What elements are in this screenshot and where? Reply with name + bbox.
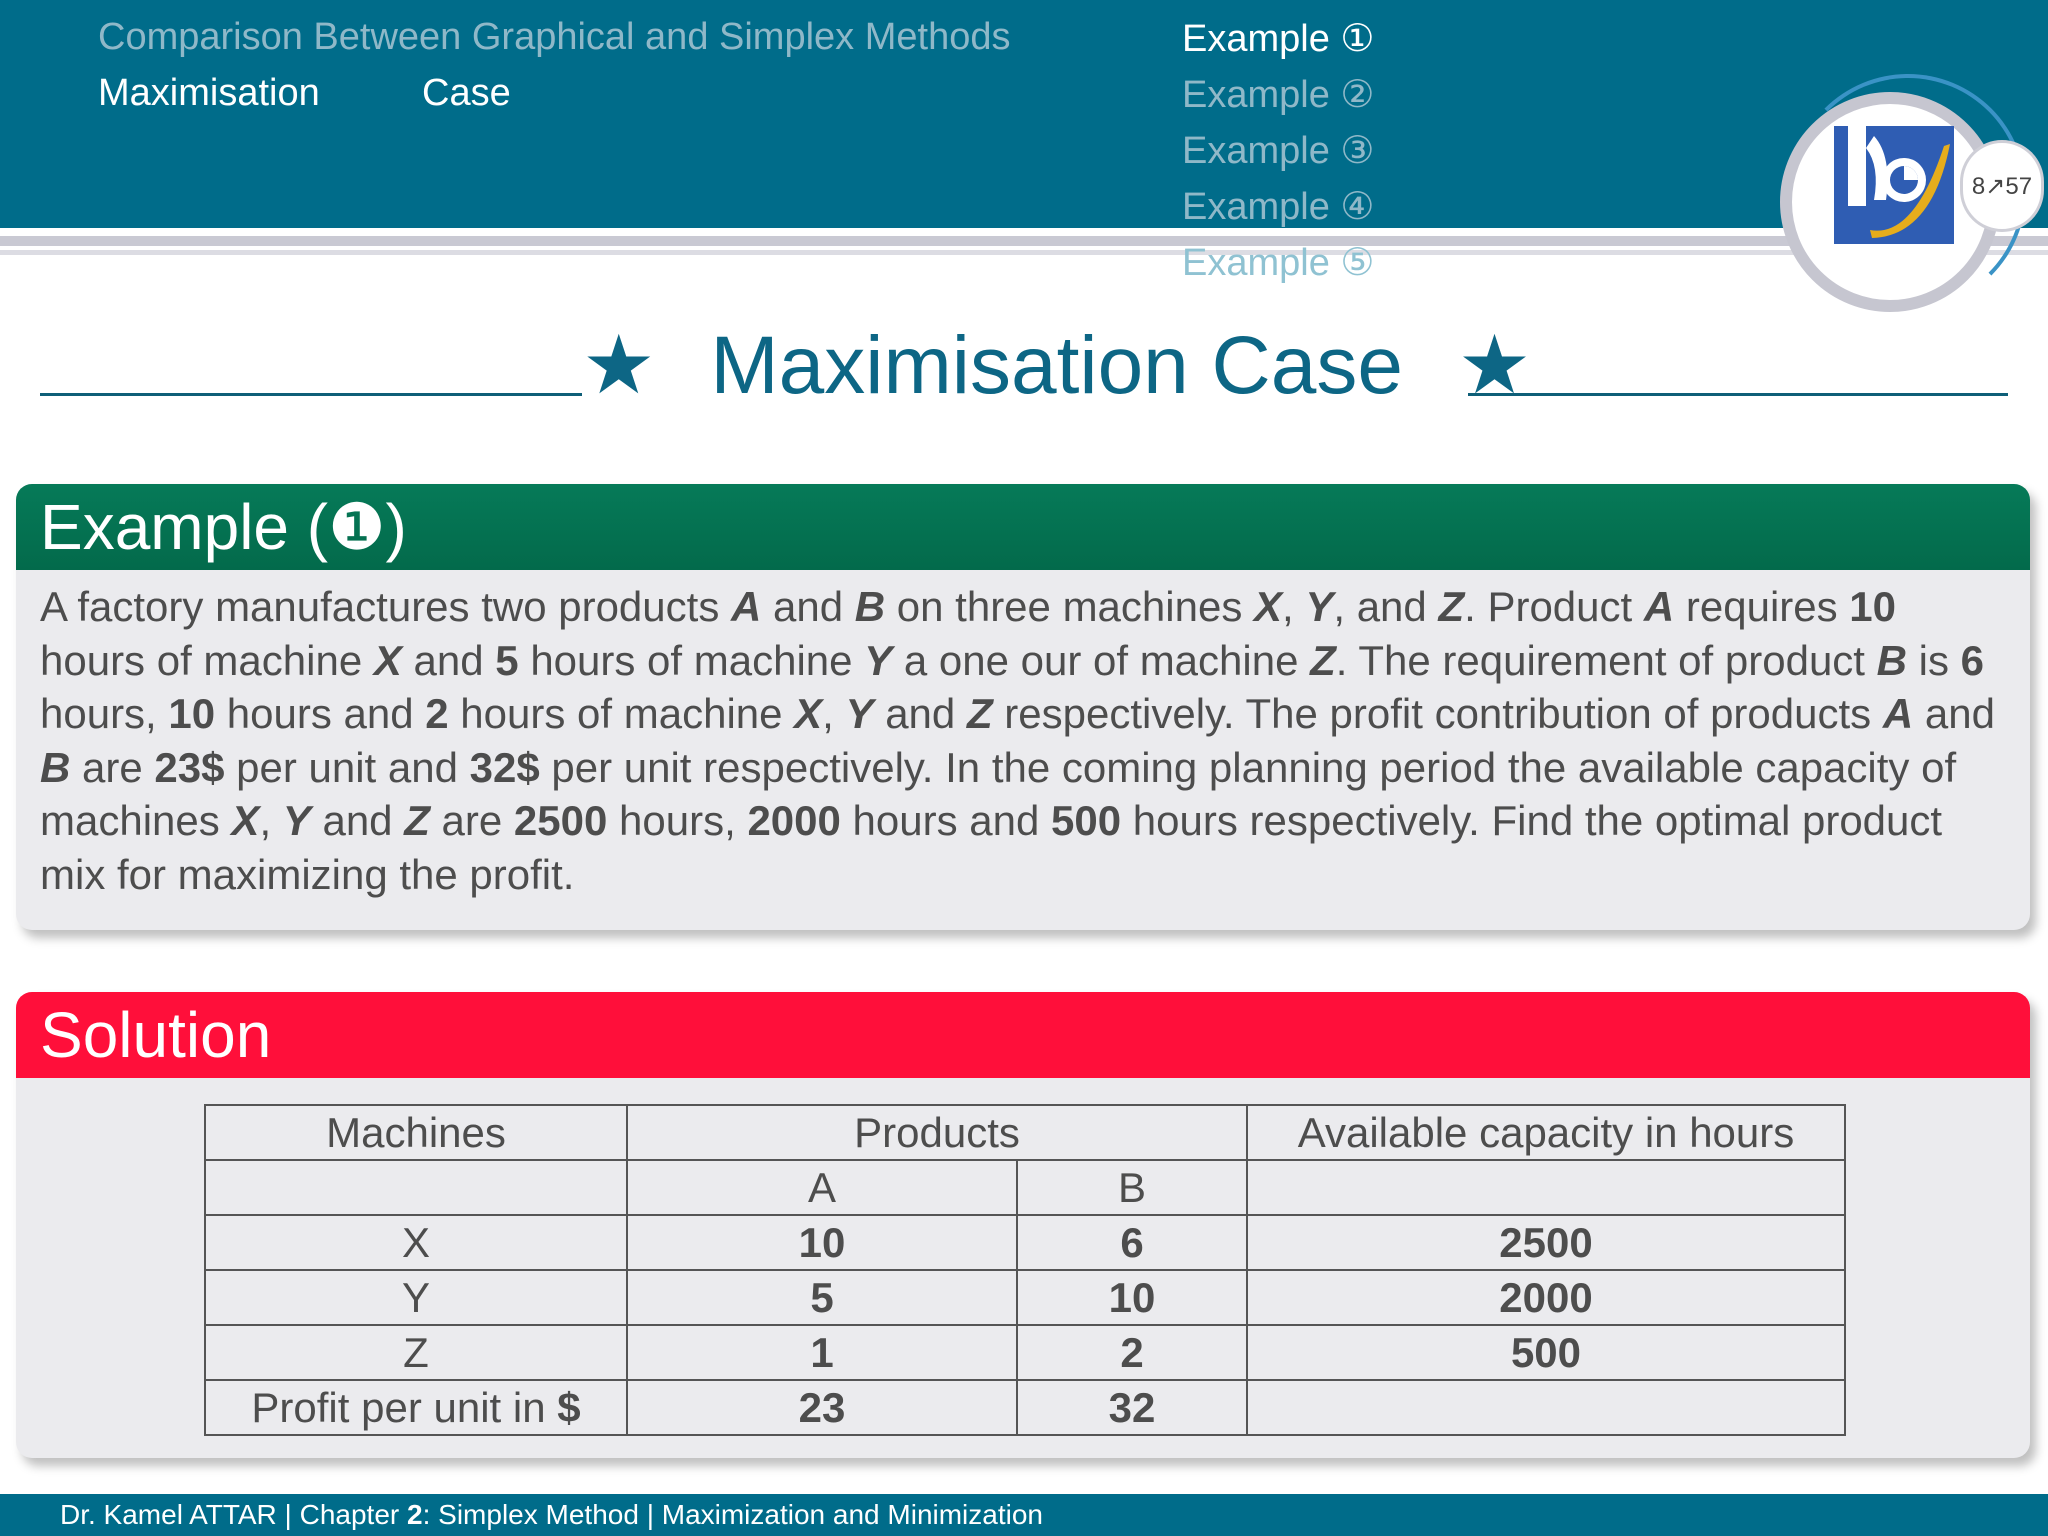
header-machines: Machines (205, 1105, 627, 1160)
example-text-run: , (1282, 583, 1306, 630)
table-row (205, 1325, 1845, 1380)
example-variable: B (1876, 636, 1907, 684)
example-text-run: per unit and (224, 743, 470, 791)
title-rule-left (40, 393, 582, 396)
example-variable: B (40, 743, 71, 791)
nav-example-5[interactable]: Example ⑤ (1182, 242, 1375, 284)
example-text-run: and (1913, 690, 1995, 737)
profit-currency: $ (557, 1383, 581, 1431)
example-variable: Z (404, 797, 430, 844)
nav-subsection-maximisation[interactable]: Maximisation (98, 72, 320, 114)
capacity-cell: 500 (1247, 1325, 1845, 1380)
example-variable: Z (1438, 583, 1465, 630)
example-number: 23$ (154, 743, 225, 791)
profit-label-cell (205, 1380, 627, 1435)
subheader-empty (1247, 1160, 1845, 1215)
machine-cell: Y (205, 1270, 627, 1325)
example-variable: X (373, 636, 402, 684)
table-row (205, 1215, 1845, 1270)
example-text-run: are (429, 797, 514, 844)
example-variable: A (1643, 583, 1675, 630)
example-text-run: and (873, 690, 967, 737)
example-text-run: A factory manufactures two products (40, 583, 731, 630)
profit-b-cell: 32 (1017, 1380, 1247, 1435)
example-variable: Y (845, 690, 874, 737)
example-number: 5 (495, 636, 519, 684)
example-variable: X (794, 690, 823, 737)
example-text-run: hours of machine (518, 636, 865, 684)
example-text-run: per unit respectively. In the coming planning period the available capacity of machines (40, 743, 1957, 844)
example-text-run: are (70, 743, 155, 791)
footer-author: Dr. Kamel ATTAR | Chapter (60, 1499, 408, 1530)
example-number: 2000 (747, 797, 841, 844)
slide-title (582, 318, 1532, 413)
machine-cell: X (205, 1215, 627, 1270)
example-block (16, 484, 2030, 930)
nav-example-1[interactable]: Example ① (1182, 18, 1375, 60)
example-text-run: hours, (40, 690, 169, 737)
example-number: 2500 (513, 797, 608, 844)
example-text-run: and (401, 636, 496, 684)
product-b-cell: 10 (1017, 1270, 1247, 1325)
header-capacity: Available capacity in hours (1247, 1105, 1845, 1160)
example-text-run: and (761, 583, 855, 630)
title-rule-right (1468, 393, 2008, 396)
example-variable: Z (966, 690, 993, 737)
example-heading-prefix: Example ( (40, 491, 329, 563)
table-subheader-row (205, 1160, 1845, 1215)
example-variable: B (854, 583, 886, 630)
page-counter[interactable]: 8↗57 (1960, 140, 2044, 232)
table-row (205, 1270, 1845, 1325)
example-text-run: is (1906, 636, 1961, 684)
example-text-run: hours of machine (40, 636, 374, 684)
footer-bar (0, 1494, 2048, 1536)
nav-subsection-case[interactable]: Case (422, 72, 511, 114)
footer-chapter-number: 2 (407, 1499, 423, 1530)
example-text-run: requires (1674, 583, 1850, 630)
example-variable: Y (864, 636, 893, 684)
profit-a-cell: 23 (627, 1380, 1017, 1435)
example-text-run: hours and (215, 690, 426, 737)
example-number: 32$ (469, 743, 540, 791)
machine-cell: Z (205, 1325, 627, 1380)
example-text-run: . Product (1464, 583, 1644, 630)
slide-title-text: Maximisation Case (710, 320, 1403, 411)
header-divider (0, 236, 2048, 246)
star-icon: ★ (1457, 320, 1532, 411)
example-text-run: hours and (840, 797, 1052, 844)
example-text-run: hours, (607, 797, 748, 844)
example-number: 6 (1960, 636, 1985, 684)
capacity-cell: 2500 (1247, 1215, 1845, 1270)
example-variable: Y (282, 797, 311, 844)
header-divider-thin (0, 250, 2048, 255)
example-number: 500 (1051, 797, 1122, 844)
university-logo-icon (1834, 126, 1954, 244)
example-text-run: . The requirement of product (1335, 636, 1877, 684)
profit-capacity-cell (1247, 1380, 1845, 1435)
data-table (204, 1104, 1846, 1436)
star-icon: ★ (582, 320, 656, 411)
profit-label: Profit per unit in (251, 1383, 558, 1431)
nav-example-2[interactable]: Example ② (1182, 74, 1375, 116)
subheader-a: A (627, 1160, 1017, 1215)
example-variable: Z (1310, 636, 1336, 684)
example-variable: A (1882, 690, 1914, 737)
example-text-run: , and (1333, 583, 1439, 630)
product-a-cell: 5 (627, 1270, 1017, 1325)
solution-heading: Solution (16, 992, 2030, 1078)
footer-chapter-title: : Simplex Method | Maximization and Minimization (422, 1499, 1043, 1530)
product-b-cell: 2 (1017, 1325, 1247, 1380)
example-text-run: , (259, 797, 283, 844)
example-number-icon: ❶ (328, 491, 386, 563)
example-text-run: and (310, 797, 405, 844)
nav-example-4[interactable]: Example ④ (1182, 186, 1375, 228)
example-number: 10 (1849, 583, 1897, 630)
example-variable: X (1253, 583, 1282, 630)
product-a-cell: 1 (627, 1325, 1017, 1380)
table-header-row (205, 1105, 1845, 1160)
capacity-cell: 2000 (1247, 1270, 1845, 1325)
solution-block (16, 992, 2030, 1458)
example-text-run: hours respectively. Find the optimal product mix for maximizing the profit. (40, 797, 1943, 898)
example-number: 2 (425, 690, 449, 737)
nav-example-3[interactable]: Example ③ (1182, 130, 1375, 172)
product-b-cell: 6 (1017, 1215, 1247, 1270)
table-profit-row (205, 1380, 1845, 1435)
example-text-run: a one our of machine (892, 636, 1311, 684)
product-a-cell: 10 (627, 1215, 1017, 1270)
example-text (16, 570, 2030, 901)
example-text-run: on three machines (885, 583, 1254, 630)
example-heading (16, 484, 2030, 570)
example-variable: X (231, 797, 260, 844)
nav-section[interactable]: Comparison Between Graphical and Simplex Methods (98, 16, 1011, 58)
subheader-empty (205, 1160, 627, 1215)
example-heading-suffix: ) (385, 491, 407, 563)
example-variable: A (731, 583, 762, 630)
subheader-b: B (1017, 1160, 1247, 1215)
example-text-run: , (822, 690, 846, 737)
example-variable: Y (1305, 583, 1334, 630)
example-text-run: hours of machine (448, 690, 795, 737)
header-products: Products (627, 1105, 1247, 1160)
example-number: 10 (168, 690, 216, 737)
example-text-run: respectively. The profit contribution of products (992, 690, 1883, 737)
